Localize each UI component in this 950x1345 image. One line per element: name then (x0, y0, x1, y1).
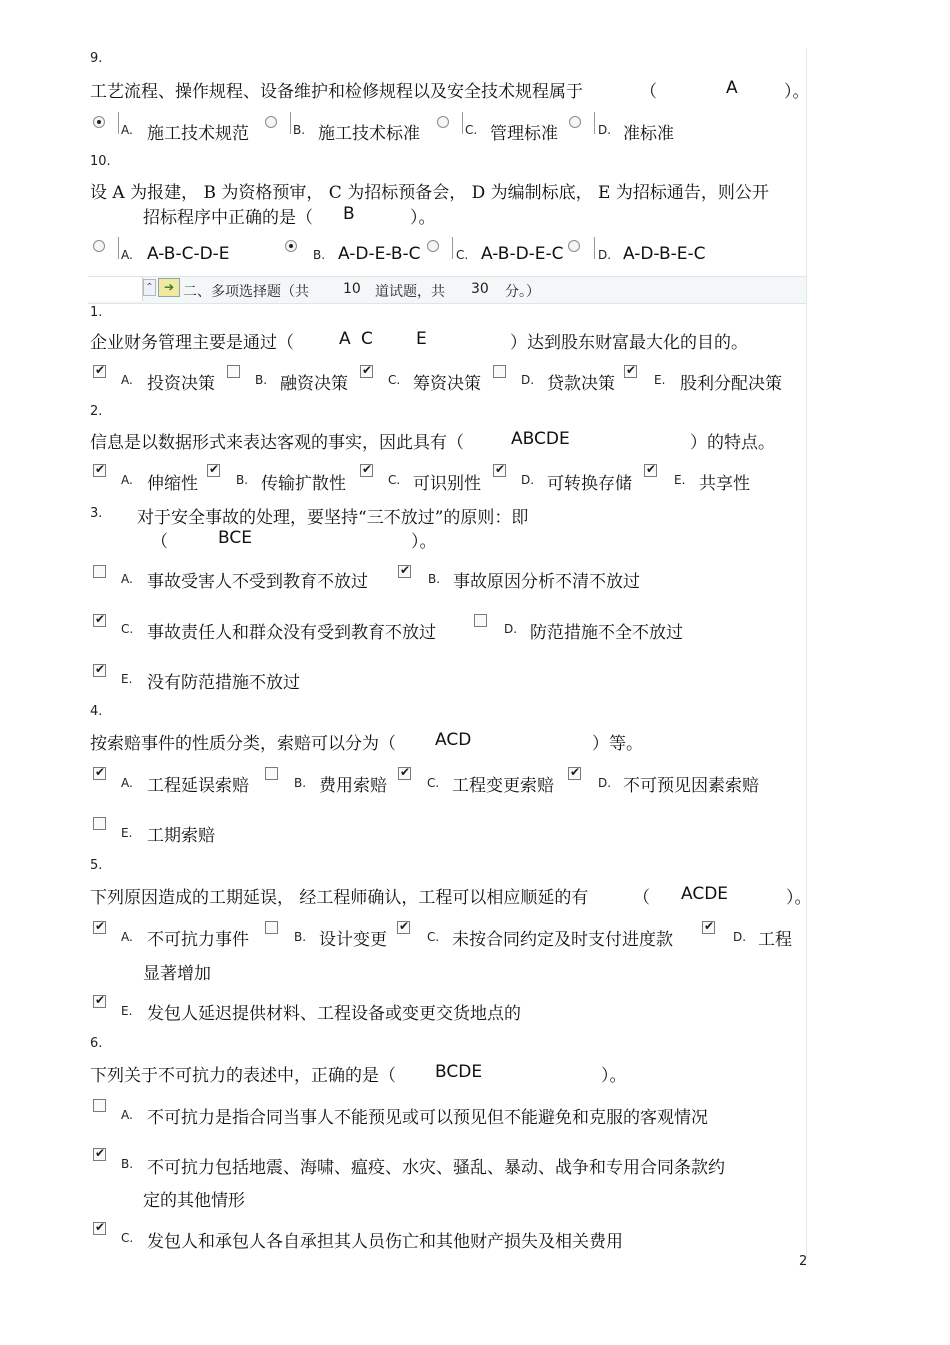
option-text: 施工技术标准 (318, 124, 420, 144)
option-letter: A. (121, 373, 133, 387)
option-letter: C. (121, 622, 134, 636)
option-letter: A. (121, 572, 133, 586)
option-a-checkbox[interactable] (93, 365, 106, 378)
option-letter: A. (121, 776, 133, 790)
option-letter: E. (121, 672, 133, 686)
answer-text: E (416, 329, 427, 349)
option-letter: B. (121, 1157, 134, 1171)
option-text: 共享性 (699, 474, 750, 494)
paren-open: （ (151, 532, 168, 552)
option-letter: C. (456, 248, 469, 262)
option-text: 准标准 (623, 124, 674, 144)
question-stem: 对于安全事故的处理，要坚持“三不放过”的原则：即 (137, 508, 529, 528)
option-c-radio[interactable] (437, 116, 449, 128)
option-letter: B. (294, 776, 307, 790)
answer-text: ABCDE (511, 429, 570, 449)
option-text: 伸缩性 (147, 474, 198, 494)
option-d-radio[interactable] (569, 116, 581, 128)
page-number: 2 (799, 1254, 808, 1269)
option-text: 事故责任人和群众没有受到教育不放过 (147, 623, 436, 643)
option-text: A-D-B-E-C (623, 244, 706, 264)
option-text: 没有防范措施不放过 (147, 673, 300, 693)
option-text: 股利分配决策 (680, 374, 782, 394)
option-c-checkbox[interactable] (360, 464, 373, 477)
option-letter: B. (236, 473, 249, 487)
option-text: 施工技术规范 (147, 124, 249, 144)
paren-close: ）。 (786, 888, 812, 908)
option-letter: A. (121, 248, 133, 262)
option-text: 可转换存储 (547, 474, 632, 494)
option-letter: B. (428, 572, 441, 586)
option-letter: C. (465, 123, 478, 137)
option-text-cont: 显著增加 (143, 964, 211, 984)
option-c-checkbox[interactable] (397, 921, 410, 934)
option-c-checkbox[interactable] (398, 767, 411, 780)
option-b-checkbox[interactable] (398, 565, 411, 578)
option-letter: D. (521, 473, 535, 487)
option-e-checkbox[interactable] (93, 817, 106, 830)
answer-text: B (343, 204, 355, 224)
option-letter: C. (121, 1231, 134, 1245)
paren-open: （ (633, 888, 650, 908)
option-text: 贷款决策 (547, 374, 615, 394)
option-letter: C. (388, 473, 401, 487)
control-divider (290, 112, 291, 134)
option-a-radio[interactable] (93, 240, 105, 252)
option-letter: A. (121, 473, 133, 487)
option-e-checkbox[interactable] (644, 464, 657, 477)
question-number: 5. (90, 858, 103, 873)
question-stem-cont: 招标程序中正确的是（ (143, 208, 313, 228)
option-d-checkbox[interactable] (568, 767, 581, 780)
option-text: A-D-E-B-C (338, 244, 421, 264)
option-letter: B. (313, 248, 326, 262)
control-divider (118, 112, 119, 134)
control-divider (594, 112, 595, 134)
section-jump-field[interactable] (88, 277, 143, 301)
goto-arrow-icon[interactable]: ➔ (158, 278, 180, 297)
option-a-checkbox[interactable] (93, 464, 106, 477)
option-text: 设计变更 (319, 930, 387, 950)
question-number: 2. (90, 404, 103, 419)
option-text: 事故原因分析不清不放过 (453, 572, 640, 592)
option-text: 不可抗力包括地震、海啸、瘟疫、水灾、骚乱、暴动、战争和专用合同条款约 (147, 1158, 725, 1178)
question-stem: 按索赔事件的性质分类，索赔可以分为（ (90, 734, 396, 754)
option-d-checkbox[interactable] (702, 921, 715, 934)
question-stem: 信息是以数据形式来表达客观的事实，因此具有（ (90, 433, 464, 453)
question-tail: ）的特点。 (690, 433, 775, 453)
option-letter: D. (598, 248, 612, 262)
option-text: 不可抗力是指合同当事人不能预见或可以预见但不能避免和克服的客观情况 (147, 1108, 708, 1128)
option-text: 事故受害人不受到教育不放过 (147, 572, 368, 592)
option-letter: A. (121, 1108, 133, 1122)
question-number: 4. (90, 704, 103, 719)
option-c-checkbox[interactable] (360, 365, 373, 378)
option-text: 不可抗力事件 (147, 930, 249, 950)
option-text: A-B-D-E-C (481, 244, 564, 264)
section-count: 10 (343, 281, 361, 297)
option-text: 费用索赔 (319, 776, 387, 796)
section-title: 二、多项选择题（共 (183, 284, 309, 300)
option-b-checkbox[interactable] (207, 464, 220, 477)
option-d-checkbox[interactable] (474, 614, 487, 627)
option-letter: D. (598, 776, 612, 790)
option-text: 发包人延迟提供材料、工程设备或变更交货地点的 (147, 1004, 521, 1024)
option-text: 工程 (758, 930, 792, 950)
option-letter: C. (427, 930, 440, 944)
option-text: A-B-C-D-E (147, 244, 230, 264)
option-letter: C. (427, 776, 440, 790)
option-b-radio[interactable] (285, 240, 297, 252)
question-stem: 下列原因造成的工期延误， 经工程师确认，工程可以相应顺延的有 (90, 888, 589, 908)
option-letter: C. (388, 373, 401, 387)
option-b-checkbox[interactable] (227, 365, 240, 378)
paren-open: （ (640, 82, 657, 102)
section-unit: 分。） (505, 284, 540, 300)
option-letter: D. (598, 123, 612, 137)
question-stem: 工艺流程、操作规程、设备维护和检修规程以及安全技术规程属于 (90, 82, 583, 102)
option-letter: D. (504, 622, 518, 636)
option-text: 融资决策 (280, 374, 348, 394)
option-d-checkbox[interactable] (493, 365, 506, 378)
option-text: 防范措施不全不放过 (530, 623, 683, 643)
option-c-checkbox[interactable] (93, 1222, 106, 1235)
option-letter: A. (121, 930, 133, 944)
option-e-checkbox[interactable] (93, 664, 106, 677)
question-stem: 企业财务管理主要是通过（ (90, 333, 294, 353)
option-b-radio[interactable] (265, 116, 277, 128)
question-stem: 下列关于不可抗力的表述中，正确的是（ (90, 1066, 396, 1086)
question-tail: ）。 (601, 1066, 627, 1086)
paren-close: ）。 (784, 82, 810, 102)
option-b-checkbox[interactable] (265, 921, 278, 934)
option-text: 未按合同约定及时支付进度款 (452, 930, 673, 950)
option-e-checkbox[interactable] (624, 365, 637, 378)
option-letter: E. (121, 826, 133, 840)
option-letter: B. (255, 373, 268, 387)
option-a-checkbox[interactable] (93, 767, 106, 780)
option-b-checkbox[interactable] (93, 1148, 106, 1161)
option-text: 不可预见因素索赔 (623, 776, 759, 796)
option-a-checkbox[interactable] (93, 1099, 106, 1112)
question-number: 6. (90, 1036, 103, 1051)
option-text-cont: 定的其他情形 (143, 1191, 245, 1211)
option-c-radio[interactable] (427, 240, 439, 252)
option-d-checkbox[interactable] (493, 464, 506, 477)
control-divider (452, 237, 453, 259)
option-text: 工程延误索赔 (147, 776, 249, 796)
control-divider (118, 237, 119, 259)
answer-text: ACDE (681, 884, 729, 904)
option-text: 传输扩散性 (261, 474, 346, 494)
paren-close: ）。 (411, 532, 437, 552)
option-a-radio[interactable] (93, 116, 105, 128)
section-score: 30 (471, 281, 489, 297)
option-a-checkbox[interactable] (93, 921, 106, 934)
answer-text: A (726, 78, 738, 98)
option-d-radio[interactable] (568, 240, 580, 252)
control-divider (594, 237, 595, 259)
option-letter: A. (121, 123, 133, 137)
option-letter: B. (293, 123, 306, 137)
option-b-checkbox[interactable] (265, 767, 278, 780)
question-stem: 设 A 为报建， B 为资格预审， C 为招标预备会， D 为编制标底， E 为招标通告，则公开 (90, 183, 769, 203)
option-text: 发包人和承包人各自承担其人员伤亡和其他财产损失及相关费用 (147, 1232, 623, 1252)
option-text: 筹资决策 (413, 374, 481, 394)
option-text: 管理标准 (490, 124, 558, 144)
answer-text: BCDE (435, 1062, 483, 1082)
option-letter: E. (121, 1004, 133, 1018)
section-mid: 道试题，共 (375, 284, 445, 300)
answer-text: ACD (435, 730, 472, 750)
question-number: 3. (90, 506, 103, 521)
option-text: 可识别性 (413, 474, 481, 494)
option-text: 工期索赔 (147, 826, 215, 846)
collapse-up-icon[interactable]: ⌃ (143, 279, 156, 296)
question-number: 10. (90, 154, 111, 169)
question-number: 1. (90, 305, 103, 320)
question-tail: ）等。 (592, 734, 643, 754)
option-text: 投资决策 (147, 374, 215, 394)
option-e-checkbox[interactable] (93, 995, 106, 1008)
option-letter: D. (521, 373, 535, 387)
option-letter: D. (733, 930, 747, 944)
option-a-checkbox[interactable] (93, 565, 106, 578)
control-divider (462, 112, 463, 134)
option-letter: B. (294, 930, 307, 944)
question-tail: ）达到股东财富最大化的目的。 (510, 333, 748, 353)
option-text: 工程变更索赔 (452, 776, 554, 796)
answer-text: C (361, 329, 373, 349)
paren-close: ）。 (410, 208, 436, 228)
question-number: 9. (90, 51, 103, 66)
option-c-checkbox[interactable] (93, 614, 106, 627)
option-letter: E. (654, 373, 666, 387)
answer-text: BCE (218, 528, 252, 548)
answer-text: A (339, 329, 351, 349)
option-letter: E. (674, 473, 686, 487)
